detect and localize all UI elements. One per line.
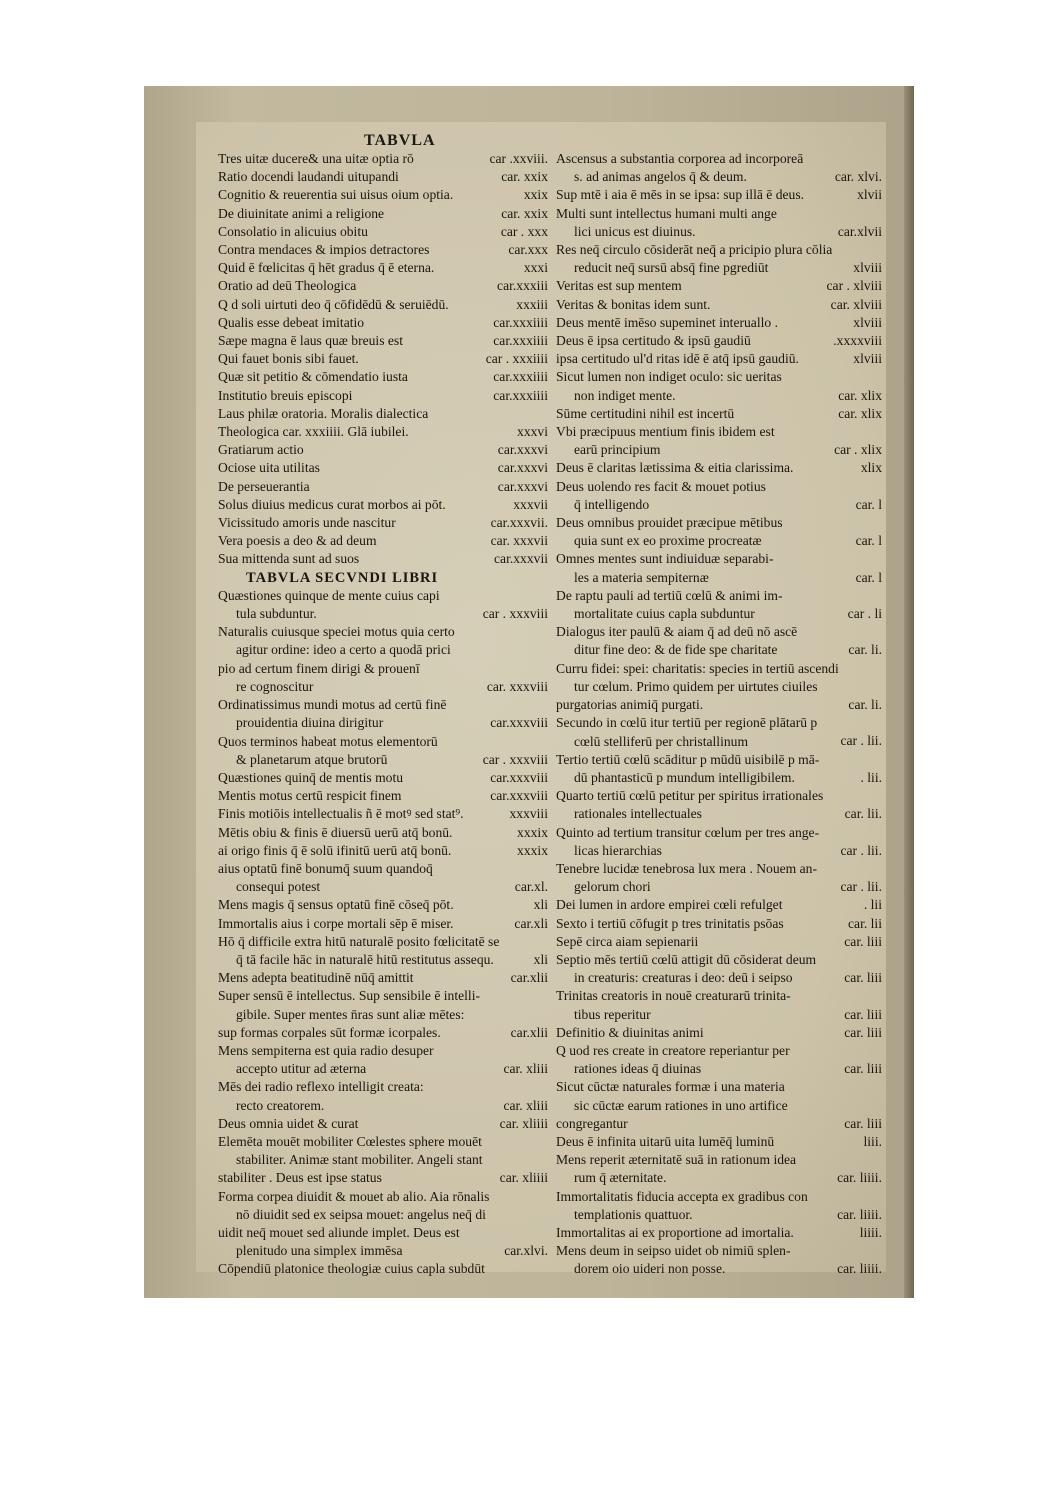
- index-entry: [218, 496, 548, 514]
- running-head: TABVLA: [364, 132, 436, 149]
- entry-text: Q d soli uirtuti deo q̄ cōfidēdū & seruiēdū.: [218, 296, 449, 312]
- entry-folio-ref: car. liii: [844, 933, 882, 949]
- entry-folio-ref: liiii.: [859, 1224, 882, 1240]
- index-entry: [556, 1242, 882, 1278]
- index-entry: [218, 769, 548, 787]
- index-entry: [556, 478, 882, 514]
- entry-folio-ref: xli: [533, 897, 548, 913]
- entry-text-continued: re cognoscitur: [236, 678, 314, 694]
- index-entry: [556, 459, 882, 477]
- index-entry: [556, 423, 882, 459]
- entry-text-continued: non indiget mente.: [574, 387, 676, 403]
- entry-text: Contra mendaces & impios detractores: [218, 242, 430, 258]
- entry-text: Qui fauet bonis sibi fauet.: [218, 351, 359, 367]
- entry-text: Super sensū ē intellectus. Sup sensibile ē intelli-: [218, 988, 481, 1004]
- entry-text: Veritas & bonitas idem sunt.: [556, 296, 711, 312]
- entry-text-continued: nō diuidit sed ex seipsa mouet: angelus neq̄ di: [236, 1206, 486, 1222]
- entry-text: Quæstiones quinq̄ de mentis motu: [218, 769, 404, 785]
- entry-folio-ref: xlvii: [857, 187, 882, 203]
- index-entry: [218, 987, 548, 1023]
- index-entry: [556, 660, 882, 696]
- index-entry: [218, 459, 548, 477]
- index-entry: [218, 1024, 548, 1042]
- entry-text: Immortalitas ai ex proportione ad imortalia.: [556, 1224, 794, 1240]
- index-entry: [556, 205, 882, 241]
- index-entry: [218, 514, 548, 532]
- entry-folio-ref: car. li.: [848, 642, 882, 658]
- entry-folio-ref: car.xxxvii.: [490, 515, 548, 531]
- index-entry: [218, 368, 548, 386]
- entry-text: De perseuerantia: [218, 478, 310, 494]
- entry-folio-ref: car. xxxviii: [486, 678, 548, 694]
- index-entry: [218, 696, 548, 732]
- entry-text: Vera poesis a deo & ad deum: [218, 533, 377, 549]
- entry-folio-ref: car . xxxiiii: [485, 351, 548, 367]
- entry-folio-ref: xxxvii: [513, 496, 548, 512]
- entry-text: pio ad certum finem dirigi & prouenī: [218, 660, 420, 676]
- entry-folio-ref: .xxxxviii: [833, 333, 882, 349]
- entry-text-continued: & planetarum atque brutorū: [236, 751, 388, 767]
- entry-text: Definitio & diuinitas animi: [556, 1024, 704, 1040]
- entry-folio-ref: car . xxxviii: [482, 751, 548, 767]
- index-entry: [218, 550, 548, 568]
- book-edge: [904, 86, 914, 1298]
- entry-folio-ref: car.xxx: [508, 242, 548, 258]
- entry-text: Elemēta mouēt mobiliter Cœlestes sphere mouēt: [218, 1133, 482, 1149]
- entry-folio-ref: car.xxxiii: [497, 278, 548, 294]
- entry-folio-ref: car.xxxvii: [494, 551, 548, 567]
- entry-text-continued: plenitudo una simplex immēsa: [236, 1243, 403, 1259]
- entry-folio-ref: car.xxxvi: [497, 478, 548, 494]
- index-entry: [218, 168, 548, 186]
- entry-text: Omnes mentes sunt indiuiduæ separabi-: [556, 551, 774, 567]
- entry-text: Naturalis cuiusque speciei motus quia certo: [218, 624, 455, 640]
- index-entry: [218, 205, 548, 223]
- entry-folio-ref: car. liii: [844, 1061, 882, 1077]
- entry-folio-ref: car. liiii.: [837, 1261, 882, 1277]
- entry-text-continued: earū principium: [574, 442, 661, 458]
- index-entry: [556, 1188, 882, 1224]
- entry-text: Immortalis aius i corpe mortali sēp ē miser.: [218, 915, 454, 931]
- index-entry: [218, 532, 548, 550]
- entry-text: Sūme certitudini nihil est incertū: [556, 405, 735, 421]
- entry-text-continued: stabiliter. Animæ stant mobiliter. Angeli stant: [236, 1152, 483, 1168]
- entry-text: Sexto i tertiū cōfugit p tres trinitatis psōas: [556, 915, 784, 931]
- entry-folio-ref: car.xlii: [510, 970, 548, 986]
- entry-text-continued: ditur fine deo: & de fide spe charitate: [574, 642, 778, 658]
- entry-folio-ref: car . xlix: [834, 442, 882, 458]
- index-entry: [556, 550, 882, 586]
- entry-folio-ref: xxxiii: [516, 296, 548, 312]
- entry-folio-ref: car . xxxviii: [482, 606, 548, 622]
- entry-folio-ref: car. xliii: [503, 1097, 548, 1113]
- entry-text: stabiliter . Deus est ipse status: [218, 1170, 382, 1186]
- index-entry: [218, 1169, 548, 1187]
- entry-text: Deus ē infinita uitarū uita lumēq̄ luminū: [556, 1133, 775, 1149]
- entry-folio-ref: car .xxviii.: [489, 151, 548, 166]
- entry-text: Quarto tertiū cœlū petitur per spiritus irrationales: [556, 788, 824, 804]
- entry-text: Oratio ad deū Theologica: [218, 278, 357, 294]
- index-entry: [218, 896, 548, 914]
- entry-text: Sæpe magna ē laus quæ breuis est: [218, 333, 403, 349]
- entry-text: Vicissitudo amoris unde nascitur: [218, 515, 396, 531]
- index-entry: [218, 387, 548, 405]
- entry-text-continued: recto creatorem.: [236, 1097, 325, 1113]
- entry-folio-ref: car. liiii.: [837, 1170, 882, 1186]
- entry-text: Quinto ad tertium transitur cœlum per tres ange-: [556, 824, 820, 840]
- entry-folio-ref: car.xxxviii: [490, 788, 548, 804]
- entry-folio-ref: car. xliii: [503, 1061, 548, 1077]
- entry-folio-ref: car . li: [847, 606, 882, 622]
- index-entry: [218, 423, 548, 441]
- entry-text: purgatorias animiq̄ purgati.: [556, 697, 704, 713]
- entry-text: Tertio tertiū cœlū scāditur p mūdū uisibilē p mā-: [556, 751, 820, 767]
- entry-text-continued: gibile. Super mentes n̄ras sunt aliæ mētes:: [236, 1006, 465, 1022]
- entry-folio-ref: car.xxxiiii: [493, 387, 548, 403]
- entry-folio-ref: car.xxxvi: [497, 442, 548, 458]
- index-entry: [218, 787, 548, 805]
- entry-folio-ref: xxxix: [517, 824, 548, 840]
- index-entry: [218, 1188, 548, 1224]
- index-entry: [556, 915, 882, 933]
- index-entry: [556, 623, 882, 659]
- entry-text: ipsa certitudo ul'd ritas idē ē atq̄ ipsū gaudiū.: [556, 351, 799, 367]
- entry-text-continued: q̄ tā facile hāc in naturalē hitū restitutus assequ.: [236, 951, 494, 967]
- entry-text: Ociose uita utilitas: [218, 460, 320, 476]
- entry-folio-ref: car. xxix: [501, 169, 548, 185]
- entry-folio-ref: car.xlii: [510, 1024, 548, 1040]
- entry-text: Solus diuius medicus curat morbos ai pōt.: [218, 496, 446, 512]
- entry-text: Mentis motus certū respicit finem: [218, 788, 402, 804]
- entry-folio-ref: xxxi: [523, 260, 548, 276]
- entry-text-continued: dorem oio uideri non posse.: [574, 1261, 726, 1277]
- index-entry: [218, 1115, 548, 1133]
- index-entry: [218, 405, 548, 423]
- entry-text: Quæ sit petitio & cōmendatio iusta: [218, 369, 408, 385]
- entry-folio-ref: car. li.: [848, 697, 882, 713]
- entry-text-continued: accepto utitur ad æterna: [236, 1061, 367, 1077]
- index-entry: [218, 1260, 548, 1278]
- index-entry: [556, 1151, 882, 1187]
- entry-text: Tres uitæ ducere& una uitæ optia rō: [218, 151, 414, 166]
- index-entry: [218, 1078, 548, 1114]
- entry-text-continued: les a materia sempiternæ: [574, 569, 709, 585]
- entry-folio-ref: xxxvi: [517, 424, 548, 440]
- index-entry: [218, 150, 548, 168]
- index-entry: [556, 1024, 882, 1042]
- index-entry: [556, 987, 882, 1023]
- index-entry: [218, 259, 548, 277]
- entry-folio-ref: car. liii: [844, 970, 882, 986]
- entry-text-continued: lici unicus est diuinus.: [574, 223, 696, 239]
- index-entry: [556, 933, 882, 951]
- entry-folio-ref: car.xlvi.: [504, 1243, 548, 1259]
- right-index-column: [556, 150, 882, 1279]
- entry-text: Quæstiones quinque de mente cuius capi: [218, 587, 440, 603]
- entry-text: Multi sunt intellectus humani multi ange: [556, 205, 777, 221]
- entry-folio-ref: car. liii: [844, 1024, 882, 1040]
- index-entry: [218, 441, 548, 459]
- entry-folio-ref: car. xliiii: [499, 1170, 548, 1186]
- index-entry: [556, 332, 882, 350]
- entry-text-continued: q̄ intelligendo: [574, 496, 650, 512]
- entry-text: Forma corpea diuidit & mouet ab alio. Aia rōnalis: [218, 1188, 490, 1204]
- entry-text-continued: consequi potest: [236, 879, 321, 895]
- index-entry: [218, 1224, 548, 1260]
- index-entry: [556, 1078, 882, 1114]
- entry-text: Cognitio & reuerentia sui uisus oium optia.: [218, 187, 454, 203]
- index-entry: [556, 241, 882, 277]
- entry-folio-ref: car. xlviii: [830, 296, 882, 312]
- entry-text-continued: rationales intellectuales: [574, 806, 702, 822]
- entry-text-continued: templationis quattuor.: [574, 1206, 693, 1222]
- entry-text: Deus omnibus prouidet præcipue mētibus: [556, 515, 783, 531]
- index-entry: [218, 314, 548, 332]
- index-entry: [556, 751, 882, 787]
- entry-text: Finis motiōis intellectualis ñ ē motꝰ sed stat⁹.: [218, 806, 464, 822]
- entry-text: Immortalitatis fiducia accepta ex gradibus con: [556, 1188, 808, 1204]
- entry-folio-ref: xxxix: [517, 842, 548, 858]
- entry-text-continued: prouidentia diuina dirigitur: [236, 715, 384, 731]
- entry-text-continued: reducit neq̄ sursū absq̄ fine pgrediūt: [574, 260, 769, 276]
- index-entry: [556, 350, 882, 368]
- index-entry: [218, 332, 548, 350]
- entry-folio-ref: car.xxxiiii: [493, 333, 548, 349]
- entry-text: ai origo finis q̄ ē solū ifinitū uerū atq̄ bonū.: [218, 842, 452, 858]
- entry-folio-ref: car.xli: [514, 915, 548, 931]
- index-entry: [218, 1133, 548, 1169]
- entry-text: Veritas est sup mentem: [556, 278, 682, 294]
- entry-folio-ref: car . xxx: [500, 223, 548, 239]
- entry-text: Ascensus a substantia corporea ad incorporeā: [556, 151, 804, 166]
- index-entry: [218, 241, 548, 259]
- entry-text: Qualis esse debeat imitatio: [218, 314, 365, 330]
- entry-text-continued: tibus reperitur: [574, 1006, 651, 1022]
- entry-folio-ref: car. l: [855, 496, 882, 512]
- entry-folio-ref: car. lii: [848, 915, 882, 931]
- entry-text: congregantur: [556, 1115, 628, 1131]
- entry-text: Quid ē fœlicitas q̄ hēt gradus q̄ ē eterna.: [218, 260, 435, 276]
- entry-folio-ref: car. l: [855, 569, 882, 585]
- index-entry: [556, 1133, 882, 1151]
- index-entry: [218, 350, 548, 368]
- entry-text: Sup mtē i aia ē mēs in se ipsa: sup illā ē deus.: [556, 187, 805, 203]
- entry-folio-ref: car. xlix: [838, 405, 882, 421]
- entry-text-continued: agitur ordine: ideo a certo a quodā prici: [236, 642, 451, 658]
- index-entry: [556, 696, 882, 714]
- index-entry: [218, 969, 548, 987]
- entry-folio-ref: xli: [533, 951, 548, 967]
- entry-text-continued: dū phantasticū p mundum intelligibilem.: [574, 769, 795, 785]
- entry-folio-ref: car. l: [855, 533, 882, 549]
- entry-folio-ref: car.xxxiiii: [493, 314, 548, 330]
- entry-text: Mētis obiu & finis ē diuersū uerū atq̄ bonū.: [218, 824, 453, 840]
- index-entry: [556, 186, 882, 204]
- entry-text-continued: quia sunt ex eo proxime procreatæ: [574, 533, 762, 549]
- entry-folio-ref: car. xliiii: [499, 1115, 548, 1131]
- index-entry: [556, 514, 882, 550]
- entry-folio-ref: car.xxxviii: [490, 769, 548, 785]
- index-entry: [218, 660, 548, 696]
- entry-text: Ordinatissimus mundi motus ad certū finē: [218, 697, 447, 713]
- entry-text: Theologica car. xxxiiii. Glā iubilei.: [218, 424, 409, 440]
- entry-text: Hō q̄ difficile extra hitū naturalē posito fœlicitatē se: [218, 933, 500, 949]
- entry-folio-ref: car . lii.: [840, 842, 882, 858]
- index-entry: [218, 733, 548, 769]
- entry-text: Secundo in cœlū itur tertiū per regionē plātarū p: [556, 715, 818, 731]
- entry-text: Mens sempiterna est quia radio desuper: [218, 1042, 434, 1058]
- entry-text: Deus mentē imēso supeminet interuallo .: [556, 314, 778, 330]
- index-entry: [556, 314, 882, 332]
- entry-folio-ref: xlviii: [853, 351, 882, 367]
- entry-text: sup formas corpales sūt formæ icorpales.: [218, 1024, 441, 1040]
- index-entry: [556, 405, 882, 423]
- entry-folio-ref: xxix: [523, 187, 548, 203]
- entry-folio-ref: car . lii.: [840, 733, 882, 749]
- index-entry: [556, 1042, 882, 1078]
- index-entry: [218, 860, 548, 896]
- index-entry: [218, 296, 548, 314]
- entry-text-continued: mortalitate cuius capla subduntur: [574, 606, 755, 622]
- entry-text: aius optatū finē bonumq̄ suum quandoq̄: [218, 860, 433, 876]
- section-heading: TABVLA SECVNDI LIBRI: [246, 569, 439, 586]
- entry-text: uidit neq̄ mouet sed aliunde implet. Deus est: [218, 1224, 460, 1240]
- entry-text: Trinitas creatoris in nouē creaturarū trinita-: [556, 988, 791, 1004]
- entry-folio-ref: car. xxxvii: [490, 533, 548, 549]
- index-entry: [556, 277, 882, 295]
- entry-text: Sua mittenda sunt ad suos: [218, 551, 360, 567]
- entry-text: Institutio breuis episcopi: [218, 387, 353, 403]
- entry-folio-ref: car.xxxiiii: [493, 369, 548, 385]
- entry-folio-ref: car.xl.: [514, 879, 548, 895]
- entry-text: Quos terminos habeat motus elementorū: [218, 733, 438, 749]
- index-entry: [218, 223, 548, 241]
- entry-folio-ref: car . lii.: [840, 879, 882, 895]
- entry-text: Deus ē ipsa certitudo & ipsū gaudiū: [556, 333, 751, 349]
- entry-folio-ref: car. liiii.: [837, 1206, 882, 1222]
- entry-text: Curru fidei: spei: charitatis: species in tertiū ascendi: [556, 660, 839, 676]
- entry-text: Laus philæ oratoria. Moralis dialectica: [218, 405, 429, 421]
- index-entry: [556, 1224, 882, 1242]
- entry-text: Q uod res create in creatore reperiantur per: [556, 1042, 790, 1058]
- index-entry: [556, 896, 882, 914]
- entry-text: Vbi præcipuus mentium finis ibidem est: [556, 424, 775, 440]
- index-entry: [556, 368, 882, 404]
- entry-folio-ref: xxxviii: [509, 806, 548, 822]
- entry-folio-ref: car.xlvii: [837, 223, 882, 239]
- entry-text: Res neq̄ circulo cōsiderāt neq̄ a pricipio plura cōlia: [556, 242, 833, 258]
- entry-folio-ref: xlviii: [853, 314, 882, 330]
- entry-text-continued: s. ad animas angelos q̄ & deum.: [574, 169, 747, 185]
- entry-folio-ref: car. xlvi.: [834, 169, 882, 185]
- entry-text: Septio mēs tertiū cœlū attigit dū cōsiderat deum: [556, 951, 817, 967]
- entry-text: Sepē circa aiam sepienarii: [556, 933, 699, 949]
- index-entry: [556, 1115, 882, 1133]
- entry-text-continued: gelorum chori: [574, 879, 651, 895]
- entry-text: Sicut lumen non indiget oculo: sic ueritas: [556, 369, 782, 385]
- index-entry: [556, 787, 882, 823]
- entry-text-continued: rum q̄ æternitate.: [574, 1170, 667, 1186]
- entry-folio-ref: car. xxix: [501, 205, 548, 221]
- entry-text: Mens reperit æternitatē suā in rationum idea: [556, 1152, 797, 1168]
- index-entry: [218, 277, 548, 295]
- index-entry: [218, 933, 548, 969]
- entry-text-continued: licas hierarchias: [574, 842, 662, 858]
- index-entry: [218, 915, 548, 933]
- entry-folio-ref: car. liii: [844, 1115, 882, 1131]
- entry-text: Mens magis q̄ sensus optatū finē cōseq̄ pōt.: [218, 897, 454, 913]
- index-entry: [218, 623, 548, 659]
- index-entry: [218, 587, 548, 623]
- index-entry: [218, 824, 548, 842]
- entry-text-continued: tur cœlum. Primo quidem per uirtutes ciuiles: [574, 678, 818, 694]
- entry-text: Sicut cūctæ naturales formæ i una materia: [556, 1079, 785, 1095]
- entry-folio-ref: car. liii: [844, 1006, 882, 1022]
- index-entry: [218, 186, 548, 204]
- index-entry: [556, 150, 882, 186]
- index-entry: [556, 860, 882, 896]
- entry-text: Deus omnia uidet & curat: [218, 1115, 359, 1131]
- entry-folio-ref: xlix: [860, 460, 882, 476]
- entry-folio-ref: car. lii.: [844, 806, 882, 822]
- index-entry: [556, 714, 882, 750]
- entry-folio-ref: . lii: [863, 897, 882, 913]
- entry-folio-ref: car. xlix: [838, 387, 882, 403]
- entry-text-continued: in creaturis: creaturas i deo: deū i seipso: [574, 970, 793, 986]
- index-entry: [218, 842, 548, 860]
- entry-text: Gratiarum actio: [218, 442, 304, 458]
- entry-folio-ref: xlviii: [853, 260, 882, 276]
- entry-text: Ratio docendi laudandi uitupandi: [218, 169, 399, 185]
- index-entry: [556, 296, 882, 314]
- entry-text: Cōpendiū platonice theologiæ cuius capla subdūt: [218, 1261, 485, 1277]
- entry-text: Mēs dei radio reflexo intelligit creata:: [218, 1079, 424, 1095]
- entry-text-continued: tula subduntur.: [236, 606, 317, 622]
- entry-folio-ref: car . xlviii: [826, 278, 882, 294]
- entry-text: Dialogus iter paulū & aiam q̄ ad deū nō ascē: [556, 624, 798, 640]
- entry-folio-ref: car.xxxvi: [497, 460, 548, 476]
- index-entry: [556, 824, 882, 860]
- entry-text-continued: sic cūctæ earum rationes in uno artifice: [574, 1097, 788, 1113]
- entry-text: Tenebre lucidæ tenebrosa lux mera . Nouem an-: [556, 860, 818, 876]
- index-entry: [218, 1042, 548, 1078]
- index-entry: [556, 587, 882, 623]
- entry-folio-ref: . lii.: [860, 769, 882, 785]
- entry-folio-ref: liii.: [863, 1133, 882, 1149]
- index-entry: [556, 951, 882, 987]
- entry-text: Mens adepta beatitudinē nūq̄ amittit: [218, 970, 414, 986]
- entry-text: De raptu pauli ad tertiū cœlū & animi im-: [556, 587, 783, 603]
- left-index-column: [218, 150, 548, 1279]
- entry-text: Deus uolendo res facit & mouet potius: [556, 478, 766, 494]
- entry-text: Dei lumen in ardore empirei cœli refulget: [556, 897, 783, 913]
- entry-text-continued: cœlū stelliferū per christallinum: [574, 733, 749, 749]
- entry-text: De diuinitate animi a religione: [218, 205, 385, 221]
- entry-text: Mens deum in seipso uidet ob nimiū splen-: [556, 1243, 791, 1259]
- entry-folio-ref: car.xxxviii: [490, 715, 548, 731]
- index-entry: [218, 478, 548, 496]
- entry-text: Consolatio in alicuius obitu: [218, 223, 368, 239]
- entry-text: Deus ē claritas lætissima & eitia clarissima.: [556, 460, 794, 476]
- entry-text-continued: rationes ideas q̄ diuinas: [574, 1061, 702, 1077]
- index-entry: [218, 805, 548, 823]
